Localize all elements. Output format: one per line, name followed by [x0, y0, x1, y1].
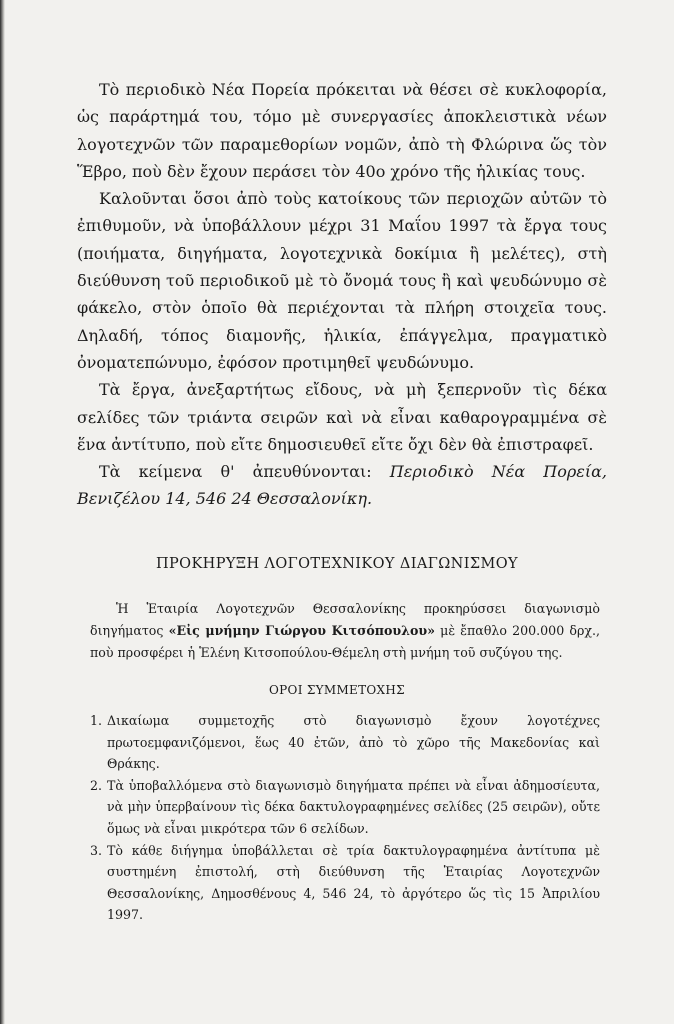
- terms-heading: ΟΡΟΙ ΣΥΜΜΕΤΟΧΗΣ: [269, 683, 405, 697]
- contest-intro-before: Ἡ Ἑταιρία Λογοτεχνῶν Θεσσαλονίκης προκηρύσσει διαγωνισμὸ διηγήματος: [90, 601, 600, 638]
- term-item: [90, 710, 600, 775]
- term-item: [90, 840, 600, 926]
- page-spine-shadow: [0, 0, 5, 1024]
- contest-intro-section: [90, 598, 600, 664]
- term-text: Δικαίωμα συμμετοχῆς στὸ διαγωνισμὸ ἔχουν λογοτέχνες πρωτοεμφανιζόμενοι, ἕως 40 ἐτῶν, ἀπὸ τὸ χῶρο τῆς Μακεδονίας καὶ Θράκης.: [107, 713, 600, 772]
- contest-intro-after: μὲ ἔπαθλο 200.000 δρχ., ποὺ προσφέρει ἡ Ἑλένη Κιτσοπούλου-Θέμελη στὴ μνήμη τοῦ συζύγου της.: [90, 623, 601, 660]
- term-text: Τὸ κάθε διήγημα ὑποβάλλεται σὲ τρία δακτυλογραφημένα ἀντίτυπα μὲ συστημένη ἐπιστολή, στὴ διεύθυνση τῆς Ἑταιρίας Λογοτεχνῶν Θεσσαλονίκης, Δημοσθένους 4, 546 24, τὸ ἀργότερο ὥς τὶς 15 Ἀπριλίου 1997.: [107, 842, 600, 923]
- announcement-section: [77, 76, 607, 513]
- announcement-paragraph-3: Τὰ ἔργα, ἀνεξαρτήτως εἴδους, νὰ μὴ ξεπερνοῦν τὶς δέκα σελίδες τῶν τριάντα σειρῶν καὶ νὰ εἶναι καθαρογραμμένα σὲ ἕνα ἀντίτυπο, ποὺ εἴτε δημοσιευθεῖ εἴτε ὄχι δὲν θὰ ἐπιστραφεῖ.: [77, 380, 607, 454]
- announcement-paragraph-4: [77, 458, 607, 513]
- term-number: 2.: [90, 777, 103, 793]
- announcement-paragraph-2: Καλοῦνται ὅσοι ἀπὸ τοὺς κατοίκους τῶν περιοχῶν αὐτῶν τὸ ἐπιθυμοῦν, νὰ ὑποβάλλουν μέχρι 31 Μαΐου 1997 τὰ ἔργα τους (ποιήματα, διηγήματα, λογοτεχνικὰ δοκίμια ἢ μελέτες), στὴ διεύθυνση τοῦ περιοδικοῦ μὲ τὸ ὄνομά τους ἢ καὶ ψευδώνυμο σὲ φάκελο, στὸν ὁποῖο θὰ περιέχονται τὰ πλήρη στοιχεῖα τους. Δηλαδή, τόπος διαμονῆς, ἡλικία, ἐπάγγελμα, πραγματικὸ ὀνοματεπώνυμο, ἐφόσον προτιμηθεῖ ψευδώνυμο.: [77, 189, 607, 372]
- terms-list: [90, 710, 600, 926]
- address-text: Περιοδικὸ Νέα Πορεία, Βενιζέλου 14, 546 24 Θεσσαλονίκη.: [77, 462, 608, 509]
- term-item: [90, 775, 600, 840]
- contest-title: «Εἰς μνήμην Γιώργου Κιτσόπουλου»: [168, 623, 435, 638]
- contest-intro: [90, 598, 600, 664]
- term-number: 3.: [90, 842, 103, 858]
- term-text: Τὰ ὑποβαλλόμενα στὸ διαγωνισμὸ διηγήματα πρέπει νὰ εἶναι ἀδημοσίευτα, νὰ μὴν ὑπερβαίνουν τὶς δέκα δακτυλογραφημένες σελίδες (25 σειρῶν), οὔτε ὅμως νὰ εἶναι μικρότερα τῶν 6 σελίδων.: [107, 777, 600, 836]
- announcement-paragraph-1: Τὸ περιοδικὸ Νέα Πορεία πρόκειται νὰ θέσει σὲ κυκλοφορία, ὡς παράρτημά του, τόμο μὲ συνεργασίες ἀποκλειστικὰ νέων λογοτεχνῶν τῶν παραμεθορίων νομῶν, ἀπὸ τὴ Φλώρινα ὥς τὸν Ἕβρο, ποὺ δὲν ἔχουν περάσει τὸν 40ο χρόνο τῆς ἡλικίας τους.: [77, 80, 607, 181]
- contest-heading: ΠΡΟΚΗΡΥΞΗ ΛΟΓΟΤΕΧΝΙΚΟΥ ΔΙΑΓΩΝΙΣΜΟΥ: [155, 556, 519, 572]
- term-number: 1.: [90, 713, 103, 728]
- address-lead: Τὰ κείμενα θ' ἀπευθύνονται:: [99, 462, 390, 482]
